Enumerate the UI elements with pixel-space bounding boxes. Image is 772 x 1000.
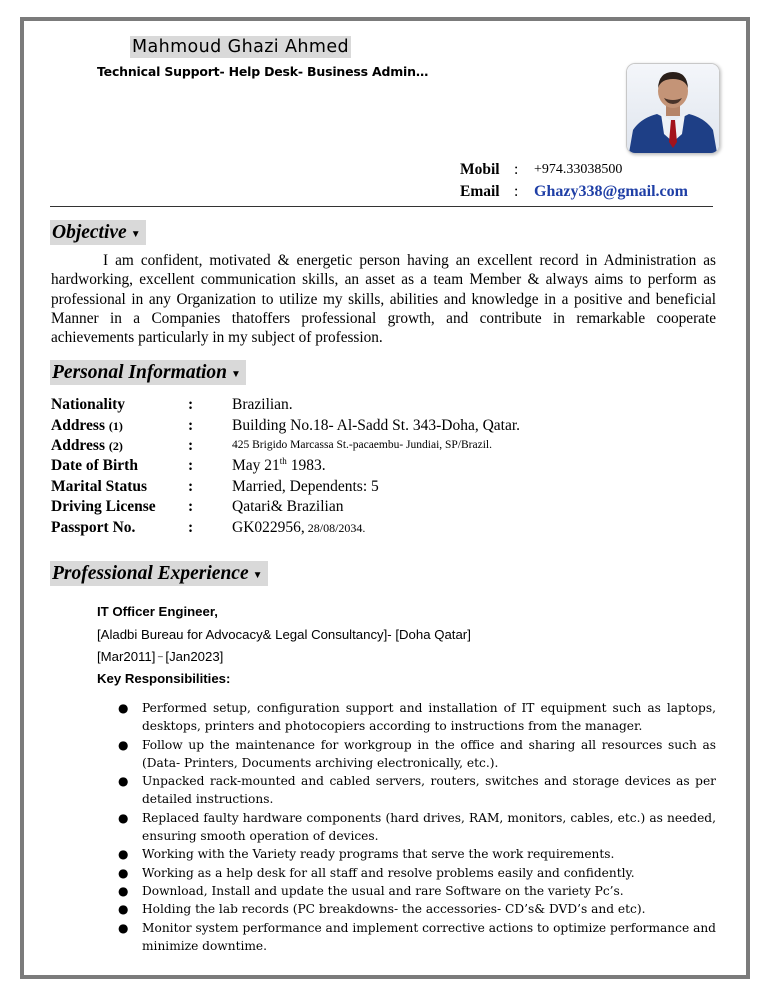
address2-value: 425 Brigido Marcassa St.-pacaembu- Jundiai, SP/Brazil.: [232, 439, 492, 451]
responsibility-text: Replaced faulty hardware components (hard drives, RAM, monitors, cables, etc.) as needed, ensuring smooth operation of devices.: [142, 810, 716, 844]
passport-number: GK022956,: [232, 519, 305, 536]
dob-day: May 21: [232, 457, 280, 474]
mobile-colon: :: [514, 161, 519, 178]
bullet-icon: ●: [118, 920, 129, 935]
list-item: [118, 845, 716, 863]
email-colon: :: [514, 183, 519, 200]
email-row: [460, 181, 720, 203]
employment-dates: [97, 649, 223, 664]
responsibilities-list: [118, 699, 716, 955]
mobile-label: Mobil: [460, 161, 500, 178]
address2-label: [51, 435, 123, 457]
responsibility-text: Monitor system performance and implement corrective actions to optimize performance and minimize downtime.: [142, 920, 716, 953]
bullet-icon: ●: [118, 701, 129, 715]
job-title: IT Officer Engineer,: [97, 604, 218, 619]
mobile-row: [460, 159, 720, 181]
bullet-icon: ●: [118, 737, 129, 752]
date-separator: –: [155, 651, 166, 661]
responsibility-text: Working with the Variety ready programs that serve the work requirements.: [142, 847, 615, 862]
responsibility-text: Unpacked rack-mounted and cabled servers, routers, switches and storage devices as per detailed instructions.: [142, 774, 716, 807]
personal-info-heading-text: Personal Information: [52, 362, 227, 383]
field-colon: :: [188, 396, 194, 413]
list-item: [118, 736, 716, 773]
experience-heading: [50, 561, 268, 586]
company-name: [Aladbi Bureau for Advocacy& Legal Consultancy]- [Doha Qatar]: [97, 627, 471, 642]
passport-expiry: 28/08/2034.: [304, 521, 366, 535]
list-item: [118, 699, 716, 736]
objective-heading: [50, 220, 146, 245]
email-label: Email: [460, 183, 500, 200]
dob-year: 1983.: [286, 457, 326, 474]
header-divider: [50, 206, 713, 207]
objective-text: I am confident, motivated & energetic person having an excellent record in Administration as hardworking, excellent communication skills, an asset as a team Member & always aims to perform as professional in any Organization to utilize my skills, abilities and knowledge in a positive and beneficial Manner in a Companies thatoffers professional growth, and contribute in remarkable cooperate achievements particularly in my subject of profession.: [51, 252, 716, 347]
list-item: [118, 919, 716, 956]
dropdown-arrow-icon: ▼: [130, 229, 141, 240]
dob-label: Date of Birth: [51, 457, 138, 474]
personal-info-heading: [50, 360, 246, 385]
nationality-label: Nationality: [51, 396, 126, 413]
profile-photo-image: [627, 64, 719, 153]
objective-heading-text: Objective: [52, 222, 127, 243]
address2-label-text: Address: [51, 437, 109, 454]
passport-value: [232, 517, 365, 539]
list-item: [118, 809, 716, 846]
dob-value: [232, 455, 326, 476]
marital-value: Married, Dependents: 5: [232, 478, 379, 495]
field-colon: :: [188, 478, 194, 495]
marital-label: Marital Status: [51, 478, 148, 495]
responsibility-text: Performed setup, configuration support and installation of IT equipment such as laptops, desktops, printers and photocopiers according to instructions from the manager.: [142, 701, 716, 734]
bullet-icon: ●: [118, 865, 129, 880]
mobile-value: +974.33038500: [534, 162, 623, 177]
dropdown-arrow-icon: ▼: [231, 369, 241, 380]
dropdown-arrow-icon: ▼: [252, 570, 263, 581]
bullet-icon: ●: [118, 902, 129, 917]
address1-label-text: Address: [51, 417, 109, 434]
field-colon: :: [188, 417, 194, 434]
candidate-name: Mahmoud Ghazi Ahmed: [132, 37, 350, 57]
list-item: [118, 900, 716, 918]
license-label: Driving License: [51, 498, 156, 515]
nationality-value: Brazilian.: [232, 396, 293, 413]
address2-label-number: (2): [108, 439, 123, 453]
field-colon: :: [188, 519, 194, 536]
bullet-icon: ●: [118, 774, 129, 789]
responsibility-text: Holding the lab records (PC breakdowns- the accessories- CD’s& DVD’s and etc).: [142, 902, 646, 917]
address1-label-number: (1): [108, 419, 123, 433]
address1-label: [51, 415, 123, 437]
address1-value: Building No.18- Al-Sadd St. 343-Doha, Qatar.: [232, 417, 521, 434]
dob-ordinal: th: [279, 456, 287, 466]
list-item: [118, 864, 716, 882]
license-value: Qatari& Brazilian: [232, 498, 344, 515]
profile-photo: [626, 63, 720, 154]
bullet-icon: ●: [118, 847, 129, 862]
email-link[interactable]: Ghazy338@gmail.com: [534, 183, 688, 200]
field-colon: :: [188, 457, 194, 474]
responsibility-text: Working as a help desk for all staff and resolve problems easily and confidently.: [142, 865, 635, 880]
field-colon: :: [188, 437, 194, 454]
responsibility-text: Download, Install and update the usual and rare Software on the variety Pc’s.: [142, 883, 624, 898]
list-item: [118, 772, 716, 809]
responsibilities-label: Key Responsibilities:: [97, 671, 231, 686]
passport-label: Passport No.: [51, 519, 136, 536]
list-item: [118, 882, 716, 900]
date-end: [Jan2023]: [165, 649, 224, 664]
bullet-icon: ●: [118, 883, 129, 898]
bullet-icon: ●: [118, 810, 129, 825]
job-title-summary: Technical Support- Help Desk- Business Admin…: [97, 64, 429, 79]
date-start: [Mar2011]: [97, 649, 156, 664]
field-colon: :: [188, 498, 194, 515]
responsibility-text: Follow up the maintenance for workgroup in the office and sharing all resources such as (Data- Printers, Documents archiving electronically, etc.).: [142, 737, 716, 770]
experience-heading-text: Professional Experience: [52, 563, 249, 584]
